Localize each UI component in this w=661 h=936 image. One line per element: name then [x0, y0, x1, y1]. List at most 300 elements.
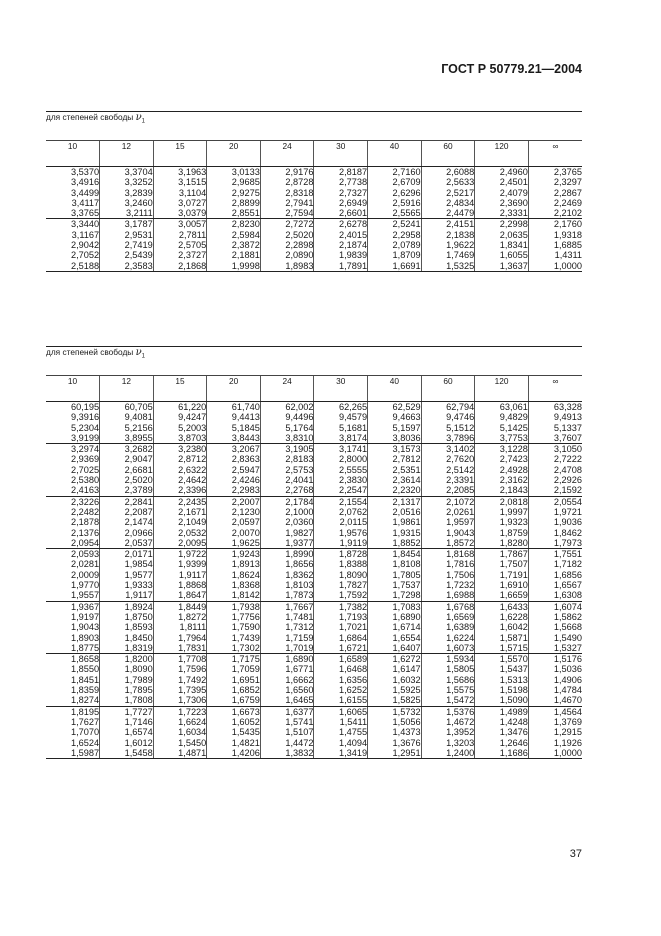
value: 3,3440 — [70, 219, 100, 230]
value: 3,1050 — [553, 444, 582, 455]
column-header: 30 — [314, 376, 368, 402]
value: 2,2983 — [231, 485, 260, 496]
value: 1,9998 — [231, 260, 260, 271]
value-cell — [528, 219, 582, 271]
value: 1,9117 — [178, 569, 207, 580]
value: 1,9861 — [392, 517, 421, 528]
value: 1,7596 — [178, 664, 207, 675]
value: 1,5198 — [499, 685, 528, 696]
value-cell — [475, 444, 529, 496]
value: 1,9117 — [125, 590, 153, 601]
value-cell — [528, 167, 582, 219]
value: 1,6032 — [392, 674, 421, 685]
value-cell — [421, 167, 475, 219]
value: 2,8230 — [231, 219, 260, 230]
value: 62,002 — [285, 402, 314, 412]
value: 2,4834 — [446, 197, 475, 208]
value: 2,7423 — [499, 454, 528, 465]
value: 1,7469 — [446, 250, 475, 261]
value: 2,0095 — [178, 537, 207, 548]
value: 2,7738 — [338, 177, 368, 188]
value: 2,5241 — [392, 219, 421, 230]
value: 1,5327 — [553, 642, 582, 653]
value: 2,0554 — [553, 496, 582, 507]
f-distribution-table-1 — [46, 111, 582, 272]
value: 1,6377 — [285, 706, 314, 717]
column-header: 10 — [46, 141, 100, 167]
value-cell — [368, 601, 422, 653]
value: 2,0789 — [392, 240, 421, 251]
value: 1,7193 — [338, 611, 368, 622]
value: 1,7537 — [392, 580, 421, 591]
value-block-row — [46, 219, 582, 271]
value: 2,1230 — [231, 506, 260, 517]
value: 1,9323 — [499, 517, 528, 528]
value-cell — [368, 219, 422, 271]
value-block-row — [46, 496, 582, 548]
value: 2,2482 — [70, 506, 100, 517]
value: 1,6356 — [338, 674, 368, 685]
value: 9,3916 — [70, 412, 100, 423]
value-cell — [314, 402, 368, 444]
value: 2,5984 — [231, 229, 260, 240]
value: 1,5472 — [446, 695, 475, 706]
value: 3,3252 — [124, 177, 153, 188]
value-cell — [528, 549, 582, 601]
column-header: 40 — [368, 141, 422, 167]
value: 1,5570 — [499, 654, 528, 665]
page-number: 37 — [569, 848, 582, 860]
value: 2,1072 — [446, 496, 475, 507]
value: 1,7506 — [446, 569, 475, 580]
value: 1,6659 — [499, 590, 528, 601]
value: 2,3830 — [338, 475, 368, 486]
value: 2,6601 — [338, 208, 368, 219]
value: 62,794 — [446, 402, 475, 412]
value: 1,8454 — [392, 549, 421, 560]
value: 1,9036 — [553, 517, 582, 528]
value: 3,1963 — [178, 167, 207, 177]
value: 2,7052 — [70, 250, 100, 261]
value: 1,6714 — [392, 622, 421, 633]
value: 2,3789 — [124, 485, 153, 496]
value: 2,1838 — [446, 229, 475, 240]
value-cell — [314, 549, 368, 601]
value-cell — [475, 167, 529, 219]
value: 1,4755 — [338, 727, 368, 738]
value: 1,5435 — [231, 727, 260, 738]
value-cell — [100, 444, 154, 496]
value-cell — [421, 496, 475, 548]
value: 2,0762 — [338, 506, 368, 517]
value: 2,4015 — [338, 229, 368, 240]
value: 60,705 — [124, 402, 153, 412]
value: 2,6088 — [446, 167, 475, 177]
value: 60,195 — [70, 402, 100, 412]
value-cell — [368, 402, 422, 444]
value: 2,1317 — [392, 496, 421, 507]
value: 1,5732 — [392, 706, 421, 717]
value: 9,4913 — [553, 412, 582, 423]
value: 3,8443 — [231, 432, 260, 443]
value: 2,1843 — [499, 485, 528, 496]
value: 2,0009 — [70, 569, 100, 580]
value: 1,5686 — [446, 674, 475, 685]
value: 2,2085 — [446, 485, 475, 496]
value: 1,9377 — [285, 537, 314, 548]
value: 2,7025 — [70, 464, 100, 475]
value: 1,7146 — [124, 716, 153, 727]
value-cell — [260, 402, 314, 444]
value: 1,7159 — [285, 632, 314, 643]
value-cell — [46, 167, 100, 219]
value: 1,6624 — [178, 716, 207, 727]
value: 2,1000 — [285, 506, 314, 517]
value-cell — [207, 219, 261, 271]
value-cell — [153, 402, 207, 444]
value: 1,8924 — [124, 601, 153, 612]
value: 1,6042 — [499, 622, 528, 633]
value: 1,8319 — [124, 642, 153, 653]
value: 1,6228 — [499, 611, 528, 622]
value: 2,3331 — [499, 208, 528, 219]
value: 1,3832 — [285, 747, 314, 758]
value: 2,5380 — [70, 475, 100, 486]
value: 1,7895 — [124, 685, 153, 696]
value: 2,5947 — [231, 464, 260, 475]
value: 2,2469 — [553, 197, 582, 208]
value: 1,7059 — [231, 664, 260, 675]
value: 1,6074 — [553, 601, 582, 612]
column-header: 20 — [207, 376, 261, 402]
value-block-row — [46, 549, 582, 601]
value-cell — [46, 496, 100, 548]
value: 2,3391 — [446, 475, 475, 486]
value: 1,6567 — [553, 580, 582, 591]
value: 1,2915 — [553, 727, 582, 738]
value: 1,8280 — [499, 537, 528, 548]
value: 1,2400 — [446, 747, 475, 758]
value: 1,6468 — [338, 664, 368, 675]
value: 1,1686 — [499, 747, 528, 758]
value-cell — [475, 549, 529, 601]
column-header-row — [46, 376, 582, 402]
column-header-row — [46, 141, 582, 167]
caption-text: для степеней свободы — [46, 347, 134, 357]
value-cell — [368, 706, 422, 758]
value-cell — [260, 706, 314, 758]
value: 3,3765 — [70, 208, 100, 219]
value-cell — [368, 167, 422, 219]
value: 2,9531 — [124, 229, 153, 240]
value: 1,6052 — [231, 716, 260, 727]
value-block-row — [46, 601, 582, 653]
value-cell — [475, 496, 529, 548]
value: 1,8593 — [124, 622, 153, 633]
value: 1,8759 — [499, 527, 528, 538]
value: 1,4472 — [285, 737, 314, 748]
value: 1,7175 — [231, 654, 260, 665]
value: 1,7627 — [70, 716, 100, 727]
value: 1,9243 — [231, 549, 260, 560]
value: 3,4499 — [70, 187, 100, 198]
value: 1,5056 — [392, 716, 421, 727]
value-cell — [368, 654, 422, 706]
value: 1,9197 — [70, 611, 100, 622]
value: 2,5020 — [285, 229, 314, 240]
value: 1,2951 — [392, 747, 421, 758]
value-cell — [153, 496, 207, 548]
column-header: ∞ — [528, 141, 582, 167]
value: 2,0115 — [339, 517, 368, 528]
value: 1,6910 — [499, 580, 528, 591]
value: 2,1554 — [338, 496, 368, 507]
column-header: 10 — [46, 376, 100, 402]
value-cell — [421, 549, 475, 601]
value: 1,7989 — [124, 674, 153, 685]
value: 2,4151 — [446, 219, 475, 230]
column-header: 12 — [100, 376, 154, 402]
value: 2,3226 — [70, 496, 100, 507]
value: 1,7507 — [499, 559, 528, 570]
value: 63,328 — [553, 402, 582, 412]
value-cell — [100, 219, 154, 271]
value: 1,9622 — [446, 240, 475, 251]
value: 3,1167 — [71, 229, 100, 240]
value-cell — [314, 219, 368, 271]
value: 2,8551 — [231, 208, 260, 219]
value: 1,8090 — [124, 664, 153, 675]
value: 1,8142 — [231, 590, 260, 601]
value: 1,7019 — [285, 642, 314, 653]
value: 3,3704 — [124, 167, 153, 177]
value: 1,9827 — [285, 527, 314, 538]
value: 1,6055 — [499, 250, 528, 261]
value: 1,8090 — [338, 569, 368, 580]
value: 1,8913 — [231, 559, 260, 570]
value-cell — [100, 654, 154, 706]
value: 5,1845 — [231, 422, 260, 433]
value-cell — [260, 496, 314, 548]
value-cell — [100, 549, 154, 601]
value: 1,4784 — [553, 685, 582, 696]
value: 2,8899 — [231, 197, 260, 208]
value: 1,7831 — [178, 642, 207, 653]
value: 2,0890 — [285, 250, 314, 261]
value: 1,7492 — [178, 674, 207, 685]
value-cell — [421, 402, 475, 444]
value: 1,6433 — [499, 601, 528, 612]
value: 2,7160 — [392, 167, 421, 177]
value: 1,4670 — [553, 695, 582, 706]
value: 63,061 — [499, 402, 528, 412]
value: 2,7272 — [285, 219, 314, 230]
column-header: 40 — [368, 376, 422, 402]
value: 1,7070 — [70, 727, 100, 738]
value: 1,8195 — [70, 706, 100, 717]
value: 1,8450 — [124, 632, 153, 643]
value: 1,6662 — [285, 674, 314, 685]
value: 5,1681 — [338, 422, 368, 433]
value: 1,6560 — [285, 685, 314, 696]
value: 2,7941 — [285, 197, 314, 208]
value: 3,7753 — [499, 432, 528, 443]
value: 1,6147 — [392, 664, 421, 675]
value: 2,2007 — [231, 496, 260, 507]
value: 1,5490 — [553, 632, 582, 643]
value-cell — [46, 706, 100, 758]
value-cell — [46, 601, 100, 653]
value: 1,6864 — [338, 632, 368, 643]
value-cell — [46, 549, 100, 601]
value: 1,6155 — [338, 695, 368, 706]
value-cell — [421, 444, 475, 496]
value: 3,1787 — [124, 219, 153, 230]
value: 2,9042 — [70, 240, 100, 251]
value-cell — [260, 219, 314, 271]
value: 2,5439 — [124, 250, 153, 261]
value: 2,4246 — [231, 475, 260, 486]
value: 2,0954 — [70, 537, 100, 548]
caption-text: для степеней свободы — [46, 112, 134, 122]
value: 1,8103 — [285, 580, 314, 591]
value: 2,1049 — [178, 517, 207, 528]
value: 1,4373 — [392, 727, 421, 738]
value: 1,6065 — [338, 706, 368, 717]
value-cell — [421, 219, 475, 271]
value-cell — [528, 654, 582, 706]
value: 1,6759 — [231, 695, 260, 706]
value-cell — [368, 444, 422, 496]
value: 1,5741 — [285, 716, 314, 727]
value: 9,4746 — [446, 412, 475, 423]
value: 3,1573 — [392, 444, 421, 455]
value: 1,7306 — [178, 695, 207, 706]
value: 2,4079 — [499, 187, 528, 198]
value: 1,7298 — [392, 590, 421, 601]
value: 2,3396 — [178, 485, 207, 496]
value: 2,0532 — [178, 527, 207, 538]
value: 1,7182 — [553, 559, 582, 570]
value-cell — [314, 496, 368, 548]
value: 1,4871 — [178, 747, 207, 758]
value: 1,7973 — [553, 537, 582, 548]
value: 1,7191 — [499, 569, 528, 580]
caption-row — [46, 112, 582, 141]
value-cell — [46, 654, 100, 706]
value: 2,1784 — [285, 496, 314, 507]
value: 1,6073 — [446, 642, 475, 653]
value: 2,1592 — [553, 485, 582, 496]
value: 1,6951 — [231, 674, 260, 685]
value-cell — [528, 496, 582, 548]
column-header: 120 — [475, 141, 529, 167]
value: 3,0133 — [231, 167, 260, 177]
value: 1,6852 — [231, 685, 260, 696]
value: 2,7811 — [178, 229, 207, 240]
value: 5,1425 — [499, 422, 528, 433]
value: 1,8990 — [285, 549, 314, 560]
value: 1,7395 — [178, 685, 207, 696]
value: 1,6885 — [553, 240, 582, 251]
value: 3,2974 — [70, 444, 100, 455]
value-cell — [260, 654, 314, 706]
value-block-row — [46, 167, 582, 219]
value: 9,4081 — [124, 412, 153, 423]
value: 1,8658 — [70, 654, 100, 665]
value: 1,8274 — [70, 695, 100, 706]
value-cell — [153, 601, 207, 653]
value: 2,4479 — [446, 208, 475, 219]
value: 2,2435 — [178, 496, 207, 507]
value: 1,9722 — [178, 549, 207, 560]
value: 2,5633 — [446, 177, 475, 188]
value-cell — [475, 219, 529, 271]
value: 9,4247 — [178, 412, 207, 423]
value: 1,8750 — [124, 611, 153, 622]
value: 2,1868 — [178, 260, 207, 271]
nu-symbol: ν — [135, 347, 142, 358]
value-cell — [46, 402, 100, 444]
value: 1,7590 — [231, 622, 260, 633]
value: 5,2003 — [178, 422, 207, 433]
value: 2,8187 — [338, 167, 368, 177]
value: 1,9399 — [178, 559, 207, 570]
value-cell — [153, 444, 207, 496]
value: 2,4163 — [70, 485, 100, 496]
value: 1,6389 — [446, 622, 475, 633]
value: 3,2682 — [124, 444, 153, 455]
value: 2,2768 — [285, 485, 314, 496]
value: 1,4094 — [338, 737, 368, 748]
column-header: 15 — [153, 141, 207, 167]
value: 2,1760 — [553, 219, 582, 230]
value: 1,5934 — [446, 654, 475, 665]
value: 3,1515 — [178, 177, 207, 188]
value: 1,6673 — [231, 706, 260, 717]
value: 1,7667 — [285, 601, 314, 612]
value-cell — [207, 654, 261, 706]
value: 3,8310 — [285, 432, 314, 443]
value: 1,7873 — [285, 590, 314, 601]
value: 1,8359 — [70, 685, 100, 696]
value-cell — [207, 601, 261, 653]
value: 1,5668 — [553, 622, 582, 633]
value: 2,7620 — [446, 454, 475, 465]
value: 2,0261 — [446, 506, 475, 517]
value: 1,4989 — [499, 706, 528, 717]
nu-subscript: 1 — [141, 353, 146, 360]
value: 1,6569 — [446, 611, 475, 622]
value: 2,3583 — [124, 260, 153, 271]
value: 1,9721 — [553, 506, 582, 517]
value: 2,5142 — [446, 464, 475, 475]
caption-cell — [46, 347, 582, 376]
value: 1,9839 — [338, 250, 368, 261]
value: 2,3614 — [392, 475, 421, 486]
value: 2,3872 — [231, 240, 260, 251]
value: 3,2067 — [231, 444, 260, 455]
value: 1,7867 — [499, 549, 528, 560]
column-header: 60 — [421, 376, 475, 402]
value: 62,529 — [392, 402, 421, 412]
value: 1,8572 — [446, 537, 475, 548]
value: 1,7312 — [285, 622, 314, 633]
value: 2,8318 — [285, 187, 314, 198]
value: 2,6322 — [178, 464, 207, 475]
value: 2,8183 — [285, 454, 314, 465]
value-cell — [314, 167, 368, 219]
